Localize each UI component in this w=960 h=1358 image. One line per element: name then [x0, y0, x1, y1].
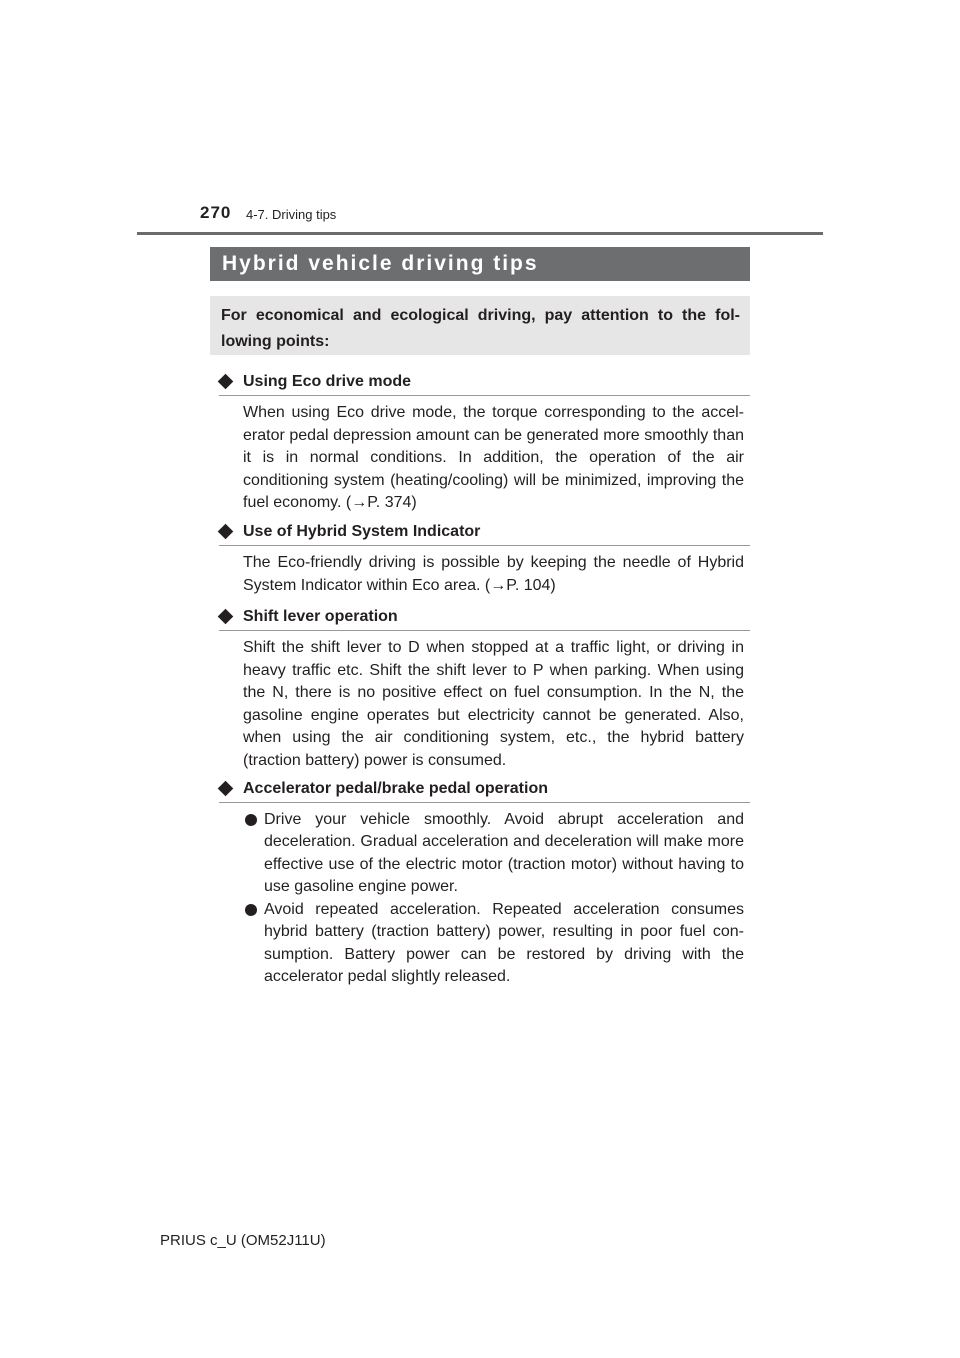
section-label: 4-7. Driving tips [246, 207, 337, 222]
section-hybrid-system-indicator [219, 519, 750, 597]
diamond-icon [218, 609, 234, 625]
diamond-icon [218, 524, 234, 540]
page-title: Hybrid vehicle driving tips [210, 247, 750, 281]
list-item-text: Drive your vehicle smoothly. Avoid abrupt acceleration and deceleration. Gradual acceleration and deceleration will make more effective use of the electric motor (traction motor) without having to use gasoline engine power. [264, 811, 744, 895]
section-heading [219, 519, 750, 546]
footer-model-code: PRIUS c_U (OM52J11U) [160, 1232, 326, 1249]
section-heading [219, 604, 750, 631]
section-heading-label: Using Eco drive mode [243, 373, 412, 390]
section-heading [219, 369, 750, 396]
section-heading-label: Use of Hybrid System Indicator [243, 523, 481, 540]
section-shift-lever [219, 604, 750, 772]
list-item [243, 899, 744, 988]
header-divider [137, 232, 823, 235]
section-text: The Eco-friendly driving is possible by keeping the needle of Hybrid System Indicator within Eco area. (→P. 104) [243, 554, 744, 594]
diamond-icon [218, 374, 234, 390]
section-heading-label: Shift lever operation [243, 608, 398, 625]
list-item [243, 809, 744, 898]
list-item-text: Avoid repeated acceleration. Repeated acceleration consumes hybrid battery (traction battery) power, resulting in poor fuel con-sumption. Battery power can be restored by driving with the accelerator pedal slightly released. [264, 901, 744, 986]
section-pedal-operation [219, 776, 750, 989]
section-heading [219, 776, 750, 803]
bullet-dot-icon [245, 904, 257, 916]
bullet-list [243, 809, 744, 988]
intro-box: For economical and ecological driving, pay attention to the fol-lowing points: [210, 296, 750, 355]
section-text: Shift the shift lever to D when stopped at a traffic light, or driving in heavy traffic etc. Shift the shift lever to P when parking. When using the N, there is no positive effect on fuel consumption. In the N, the gasoline engine operates but electricity cannot be generated. Also, when using the air conditioning system, etc., the hybrid battery (traction battery) power is consumed. [243, 639, 744, 769]
section-eco-drive-mode [219, 369, 750, 515]
bullet-dot-icon [245, 814, 257, 826]
page-number: 270 [200, 203, 232, 222]
section-heading-label: Accelerator pedal/brake pedal operation [243, 780, 548, 797]
section-text: When using Eco drive mode, the torque corresponding to the accel-erator pedal depression amount can be generated more smoothly than it is in normal conditions. In addition, the operation of the air conditioning system (heating/cooling) will be minimized, improving the fuel economy. (→P. 374) [243, 404, 744, 511]
diamond-icon [218, 781, 234, 797]
